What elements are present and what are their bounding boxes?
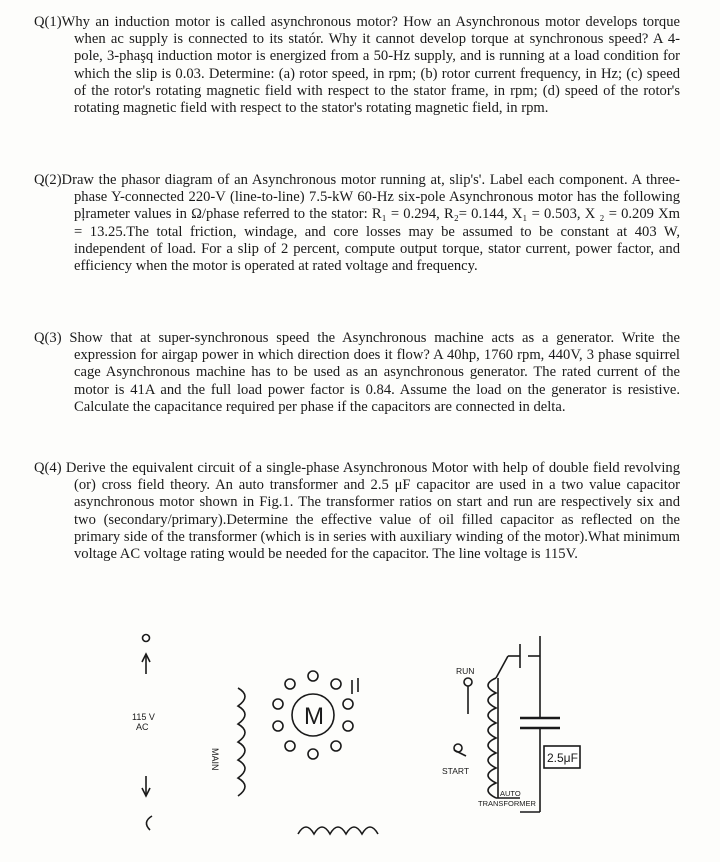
run-label: RUN	[456, 666, 475, 676]
transformer-label: TRANSFORMER	[478, 799, 536, 808]
motor-pole	[331, 679, 341, 689]
bottom-terminal	[146, 816, 152, 830]
motor-pole	[331, 741, 341, 751]
start-label: START	[442, 766, 470, 776]
supply-voltage-label: 115 V	[132, 712, 155, 722]
motor-symbol	[273, 671, 358, 759]
main-winding-label: MAIN	[210, 748, 220, 771]
transformer-coil	[488, 678, 496, 798]
capacitor	[520, 676, 580, 812]
circuit-diagram	[100, 616, 680, 856]
top-terminal	[143, 635, 150, 642]
motor-pole	[308, 749, 318, 759]
auxiliary-coil	[298, 827, 378, 834]
auto-transformer	[442, 636, 540, 808]
motor-pole	[308, 671, 318, 681]
motor-pole	[343, 699, 353, 709]
question-4-text: Q(4) Derive the equivalent circuit of a single-phase Asynchronous Motor with help of double field revolving (or) cross field theory. An auto transformer and 2.5 μF capacitor are used in a two value capacitor asynchronous motor shown in Fig.1. The transformer ratios on start and run are respectively six and two (secondary/primary).Determine the effective value of oil filled capacitor as reflected on the primary side of the transformer (which is in series with auxiliary winding of the motor).What minimum voltage AC voltage rating would be needed for the capacitor. The line voltage is 115V.	[34, 460, 680, 563]
auxiliary-winding	[298, 827, 378, 834]
motor-pole	[273, 699, 283, 709]
question-2	[34, 172, 680, 275]
motor-pole	[273, 721, 283, 731]
question-4	[34, 460, 680, 563]
main-winding	[210, 688, 245, 796]
capacitor-value-label: 2.5μF	[547, 751, 578, 765]
main-coil	[238, 688, 245, 796]
question-2-text: Q(2)Draw the phasor diagram of an Asynchronous motor running at, slip's'. Label each component. A three-phase Y-connected 220-V (line-to-line) 7.5-kW 60-Hz six-pole Asynchronous motor has the following pļrameter values in Ω/phase referred to the stator: R₁ = 0.294, R₂= 0.144, X₁ = 0.503, X ₂ = 0.209 Xm = 13.25.The total friction, windage, and core losses may be assumed to be constant at 403 W, independent of load. For a slip of 2 percent, compute output torque, stator current, power factor, and efficiency when the motor is operated at rated voltage and frequency.	[34, 172, 680, 275]
transformer-top-lead	[496, 656, 508, 678]
question-1-text: Q(1)Why an induction motor is called asynchronous motor? How an Asynchronous motor develops torque when ac supply is connected to its statór. Why it cannot develop torque at synchronous speed? A 4-pole, 3-phaşq induction motor is energized from a 50-Hz supply, and is running at a load condition for which the slip is 0.03. Determine: (a) rotor speed, in rpm; (b) rotor current frequency, in Hz; (c) speed of the rotor's rotating magnetic field with respect to the stator frame, in rpm; (d) speed of the rotor's rotating magnetic field with respect to the stator's rotating magnetic field, in rpm.	[34, 14, 680, 117]
run-terminal	[464, 678, 472, 686]
motor-pole	[285, 741, 295, 751]
motor-pole	[285, 679, 295, 689]
motor-pole	[343, 721, 353, 731]
auto-label: AUTO	[500, 789, 521, 798]
question-3	[34, 330, 680, 416]
supply-terminals	[132, 635, 155, 831]
motor-label: M	[304, 703, 324, 730]
circuit-figure	[100, 616, 680, 856]
supply-ac-label: AC	[136, 722, 149, 732]
question-1	[34, 14, 680, 117]
question-3-text: Q(3) Show that at super-synchronous speed the Asynchronous machine acts as a generator. Write the expression for airgap power in which direction does it flow? A 40hp, 1760 rpm, 440V, 3 phase squirrel cage Asynchronous machine has to be used as an asynchronous generator. The rated current of the motor is 41A and the full load power factor is 0.84. Assume the load on the generator is resistive. Calculate the capacitance required per phase if the capacitors are connected in delta.	[34, 330, 680, 415]
